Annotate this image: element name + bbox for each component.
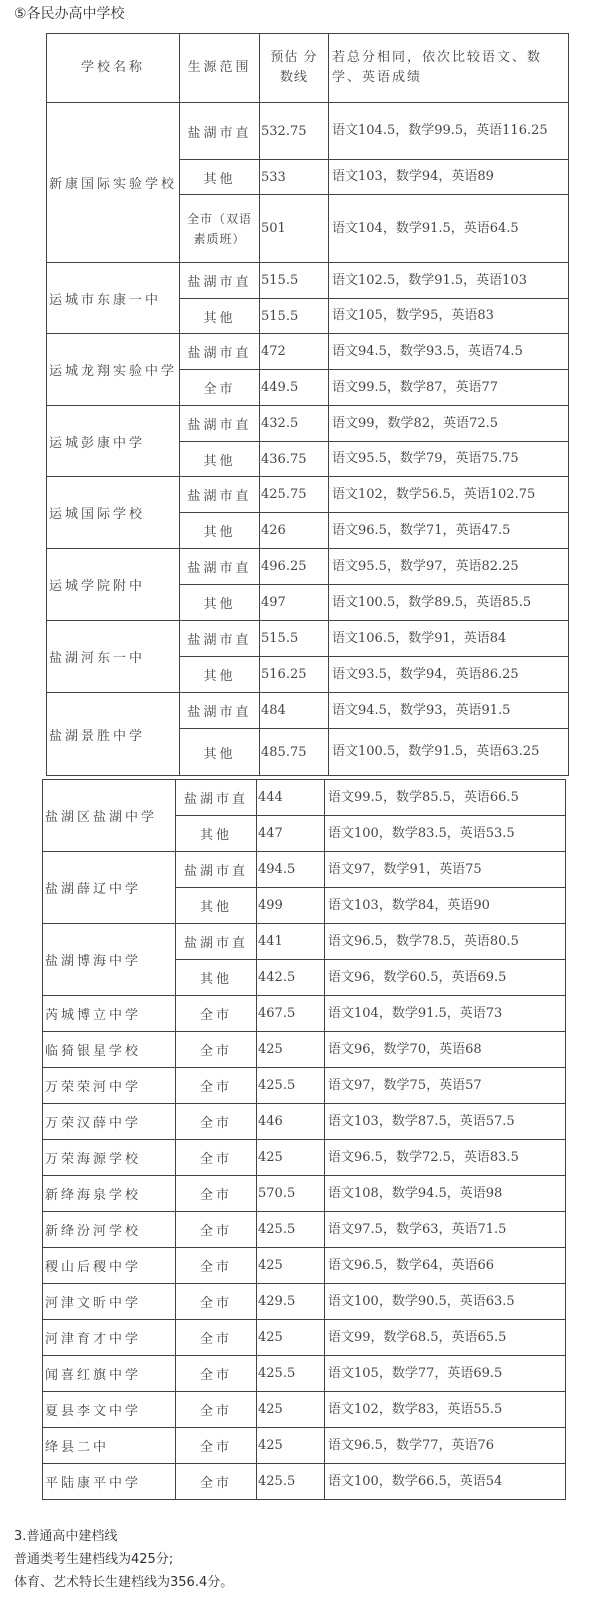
school-name-cell: 河津育才中学 <box>43 1320 176 1356</box>
school-name-cell: 运城市东康一中 <box>47 263 180 334</box>
school-name-cell: 绛县二中 <box>43 1428 176 1464</box>
footer-line-general: 普通类考生建档线为425分; <box>14 1552 174 1567</box>
score-cell: 515.5 <box>260 621 329 657</box>
scope-cell: 其他 <box>176 888 257 924</box>
tiebreak-cell: 语文99.5，数学87，英语77 <box>329 370 569 406</box>
score-cell: 432.5 <box>260 406 329 442</box>
score-cell: 484 <box>260 693 329 729</box>
scope-cell: 全市 <box>176 1176 257 1212</box>
table-row <box>43 1140 566 1176</box>
score-cell: 515.5 <box>260 263 329 299</box>
score-cell: 425 <box>257 1032 325 1068</box>
school-name-cell: 盐湖薛辽中学 <box>43 852 176 924</box>
tiebreak-cell: 语文96，数学70，英语68 <box>325 1032 566 1068</box>
school-name-cell: 盐湖河东一中 <box>47 621 180 693</box>
scope-cell: 盐湖市直 <box>180 693 260 729</box>
school-name-cell: 新绛海泉学校 <box>43 1176 176 1212</box>
table-row <box>43 852 566 888</box>
table-row <box>43 1212 566 1248</box>
tiebreak-cell: 语文93.5，数学94，英语86.25 <box>329 657 569 693</box>
table-row <box>47 103 569 160</box>
school-name-cell: 稷山后稷中学 <box>43 1248 176 1284</box>
school-name-cell: 闻喜红旗中学 <box>43 1356 176 1392</box>
scope-cell: 盐湖市直 <box>180 334 260 370</box>
scope-cell: 盐湖市直 <box>176 780 257 816</box>
footer-heading: 3.普通高中建档线 <box>14 1529 118 1544</box>
tiebreak-cell: 语文103，数学87.5，英语57.5 <box>325 1104 566 1140</box>
scope-cell: 其他 <box>180 299 260 334</box>
tiebreak-cell: 语文96.5，数学71，英语47.5 <box>329 513 569 549</box>
school-name-cell: 盐湖博海中学 <box>43 924 176 996</box>
scope-cell: 其他 <box>180 657 260 693</box>
scope-cell: 全市 <box>176 1032 257 1068</box>
score-cell: 425 <box>257 1140 325 1176</box>
score-cell: 429.5 <box>257 1284 325 1320</box>
table-header-row <box>47 34 569 103</box>
scope-cell: 全市 <box>180 370 260 406</box>
scope-cell: 其他 <box>180 729 260 776</box>
tiebreak-cell: 语文104，数学91.5，英语64.5 <box>329 195 569 263</box>
tiebreak-cell: 语文95.5，数学79，英语75.75 <box>329 442 569 477</box>
score-cell: 425 <box>257 1320 325 1356</box>
tiebreak-cell: 语文103，数学84，英语90 <box>325 888 566 924</box>
table-row <box>47 621 569 657</box>
tiebreak-cell: 语文96.5，数学78.5，英语80.5 <box>325 924 566 960</box>
header-scope: 生源范围 <box>180 34 260 103</box>
scope-cell: 全市 <box>176 1068 257 1104</box>
tiebreak-cell: 语文94.5，数学93.5，英语74.5 <box>329 334 569 370</box>
table-row <box>47 549 569 585</box>
school-name-cell: 夏县李文中学 <box>43 1392 176 1428</box>
scope-cell: 全市 <box>176 1428 257 1464</box>
tiebreak-cell: 语文100，数学66.5，英语54 <box>325 1464 566 1500</box>
scope-cell: 全市（双语素质班） <box>180 195 260 263</box>
private-schools-table-part-2 <box>42 779 566 1500</box>
score-cell: 436.75 <box>260 442 329 477</box>
table-row <box>43 1356 566 1392</box>
tiebreak-cell: 语文96.5，数学64，英语66 <box>325 1248 566 1284</box>
scope-cell: 其他 <box>176 960 257 996</box>
tiebreak-cell: 语文102，数学83，英语55.5 <box>325 1392 566 1428</box>
score-cell: 425 <box>257 1392 325 1428</box>
score-cell: 494.5 <box>257 852 325 888</box>
table-row <box>43 924 566 960</box>
table-row <box>43 1032 566 1068</box>
scope-cell: 盐湖市直 <box>180 549 260 585</box>
score-cell: 425.5 <box>257 1464 325 1500</box>
tiebreak-cell: 语文100，数学90.5，英语63.5 <box>325 1284 566 1320</box>
table-row <box>43 996 566 1032</box>
header-school-name: 学校名称 <box>47 34 180 103</box>
score-cell: 570.5 <box>257 1176 325 1212</box>
scope-cell: 盐湖市直 <box>176 924 257 960</box>
school-name-cell: 新康国际实验学校 <box>47 103 180 263</box>
table-row <box>43 1428 566 1464</box>
score-cell: 472 <box>260 334 329 370</box>
tiebreak-cell: 语文96.5，数学72.5，英语83.5 <box>325 1140 566 1176</box>
section-title: ⑤各民办高中学校 <box>14 6 125 22</box>
tiebreak-cell: 语文106.5，数学91，英语84 <box>329 621 569 657</box>
scope-cell: 其他 <box>180 442 260 477</box>
private-schools-table-part-1 <box>46 33 569 776</box>
school-name-cell: 盐湖区盐湖中学 <box>43 780 176 852</box>
tiebreak-cell: 语文105，数学77，英语69.5 <box>325 1356 566 1392</box>
table-row <box>47 477 569 513</box>
scope-cell: 盐湖市直 <box>180 263 260 299</box>
header-score: 预估 分数线 <box>260 34 329 103</box>
scope-cell: 全市 <box>176 1140 257 1176</box>
score-cell: 515.5 <box>260 299 329 334</box>
score-cell: 449.5 <box>260 370 329 406</box>
scope-cell: 全市 <box>176 1320 257 1356</box>
score-cell: 446 <box>257 1104 325 1140</box>
score-cell: 425.75 <box>260 477 329 513</box>
school-name-cell: 芮城博立中学 <box>43 996 176 1032</box>
tiebreak-cell: 语文99.5，数学85.5，英语66.5 <box>325 780 566 816</box>
tiebreak-cell: 语文97.5，数学63，英语71.5 <box>325 1212 566 1248</box>
scope-cell: 全市 <box>176 1356 257 1392</box>
score-cell: 497 <box>260 585 329 621</box>
table-row <box>43 1068 566 1104</box>
scope-cell: 全市 <box>176 1248 257 1284</box>
tiebreak-cell: 语文105，数学95，英语83 <box>329 299 569 334</box>
school-name-cell: 万荣海源学校 <box>43 1140 176 1176</box>
scope-cell: 全市 <box>176 996 257 1032</box>
tiebreak-cell: 语文100，数学83.5，英语53.5 <box>325 816 566 852</box>
tiebreak-cell: 语文102.5，数学91.5，英语103 <box>329 263 569 299</box>
school-name-cell: 盐湖景胜中学 <box>47 693 180 776</box>
score-cell: 532.75 <box>260 103 329 160</box>
score-cell: 467.5 <box>257 996 325 1032</box>
tiebreak-cell: 语文104.5，数学99.5，英语116.25 <box>329 103 569 160</box>
tiebreak-cell: 语文102，数学56.5，英语102.75 <box>329 477 569 513</box>
table-row <box>43 1176 566 1212</box>
tiebreak-cell: 语文94.5，数学93，英语91.5 <box>329 693 569 729</box>
tiebreak-cell: 语文95.5，数学97，英语82.25 <box>329 549 569 585</box>
table-row <box>43 1320 566 1356</box>
scope-cell: 其他 <box>180 513 260 549</box>
tiebreak-cell: 语文99，数学82，英语72.5 <box>329 406 569 442</box>
tiebreak-cell: 语文99，数学68.5，英语65.5 <box>325 1320 566 1356</box>
score-cell: 533 <box>260 160 329 195</box>
score-cell: 425.5 <box>257 1068 325 1104</box>
scope-cell: 全市 <box>176 1464 257 1500</box>
score-cell: 499 <box>257 888 325 924</box>
score-cell: 447 <box>257 816 325 852</box>
scope-cell: 全市 <box>176 1392 257 1428</box>
scope-cell: 全市 <box>176 1212 257 1248</box>
header-tiebreak: 若总分相同，依次比较语文、数学、英语成绩 <box>329 34 569 103</box>
footer-line-specialty: 体育、艺术特长生建档线为356.4分。 <box>14 1575 234 1590</box>
score-cell: 496.25 <box>260 549 329 585</box>
score-cell: 425.5 <box>257 1212 325 1248</box>
scope-cell: 盐湖市直 <box>180 406 260 442</box>
scope-cell: 盐湖市直 <box>180 621 260 657</box>
scope-cell: 其他 <box>180 160 260 195</box>
scope-cell: 其他 <box>180 585 260 621</box>
table-row <box>43 1464 566 1500</box>
school-name-cell: 运城学院附中 <box>47 549 180 621</box>
score-cell: 425 <box>257 1248 325 1284</box>
score-cell: 501 <box>260 195 329 263</box>
tiebreak-cell: 语文96.5，数学77，英语76 <box>325 1428 566 1464</box>
score-cell: 425.5 <box>257 1356 325 1392</box>
scope-cell: 盐湖市直 <box>180 477 260 513</box>
table-row <box>43 1392 566 1428</box>
school-name-cell: 万荣汉薛中学 <box>43 1104 176 1140</box>
table-row <box>47 693 569 729</box>
scope-cell: 其他 <box>176 816 257 852</box>
score-cell: 425 <box>257 1428 325 1464</box>
school-name-cell: 新绛汾河学校 <box>43 1212 176 1248</box>
tiebreak-cell: 语文103，数学94，英语89 <box>329 160 569 195</box>
school-name-cell: 临猗银星学校 <box>43 1032 176 1068</box>
tiebreak-cell: 语文97，数学91，英语75 <box>325 852 566 888</box>
scope-cell: 全市 <box>176 1104 257 1140</box>
school-name-cell: 平陆康平中学 <box>43 1464 176 1500</box>
school-name-cell: 万荣荣河中学 <box>43 1068 176 1104</box>
score-cell: 444 <box>257 780 325 816</box>
score-cell: 485.75 <box>260 729 329 776</box>
tiebreak-cell: 语文100.5，数学89.5，英语85.5 <box>329 585 569 621</box>
scope-cell: 盐湖市直 <box>180 103 260 160</box>
table-row <box>47 406 569 442</box>
scope-cell: 全市 <box>176 1284 257 1320</box>
score-cell: 516.25 <box>260 657 329 693</box>
footer-notes <box>14 1525 233 1594</box>
table-row <box>43 780 566 816</box>
school-name-cell: 河津文昕中学 <box>43 1284 176 1320</box>
school-name-cell: 运城国际学校 <box>47 477 180 549</box>
scope-cell: 盐湖市直 <box>176 852 257 888</box>
school-name-cell: 运城龙翔实验中学 <box>47 334 180 406</box>
score-cell: 426 <box>260 513 329 549</box>
tiebreak-cell: 语文96，数学60.5，英语69.5 <box>325 960 566 996</box>
score-cell: 442.5 <box>257 960 325 996</box>
table-row <box>47 263 569 299</box>
table-row <box>43 1104 566 1140</box>
table-row <box>47 334 569 370</box>
school-name-cell: 运城彭康中学 <box>47 406 180 477</box>
score-cell: 441 <box>257 924 325 960</box>
table-row <box>43 1284 566 1320</box>
tiebreak-cell: 语文104，数学91.5，英语73 <box>325 996 566 1032</box>
table-row <box>43 1248 566 1284</box>
tiebreak-cell: 语文97，数学75，英语57 <box>325 1068 566 1104</box>
tiebreak-cell: 语文108，数学94.5，英语98 <box>325 1176 566 1212</box>
tiebreak-cell: 语文100.5，数学91.5，英语63.25 <box>329 729 569 776</box>
